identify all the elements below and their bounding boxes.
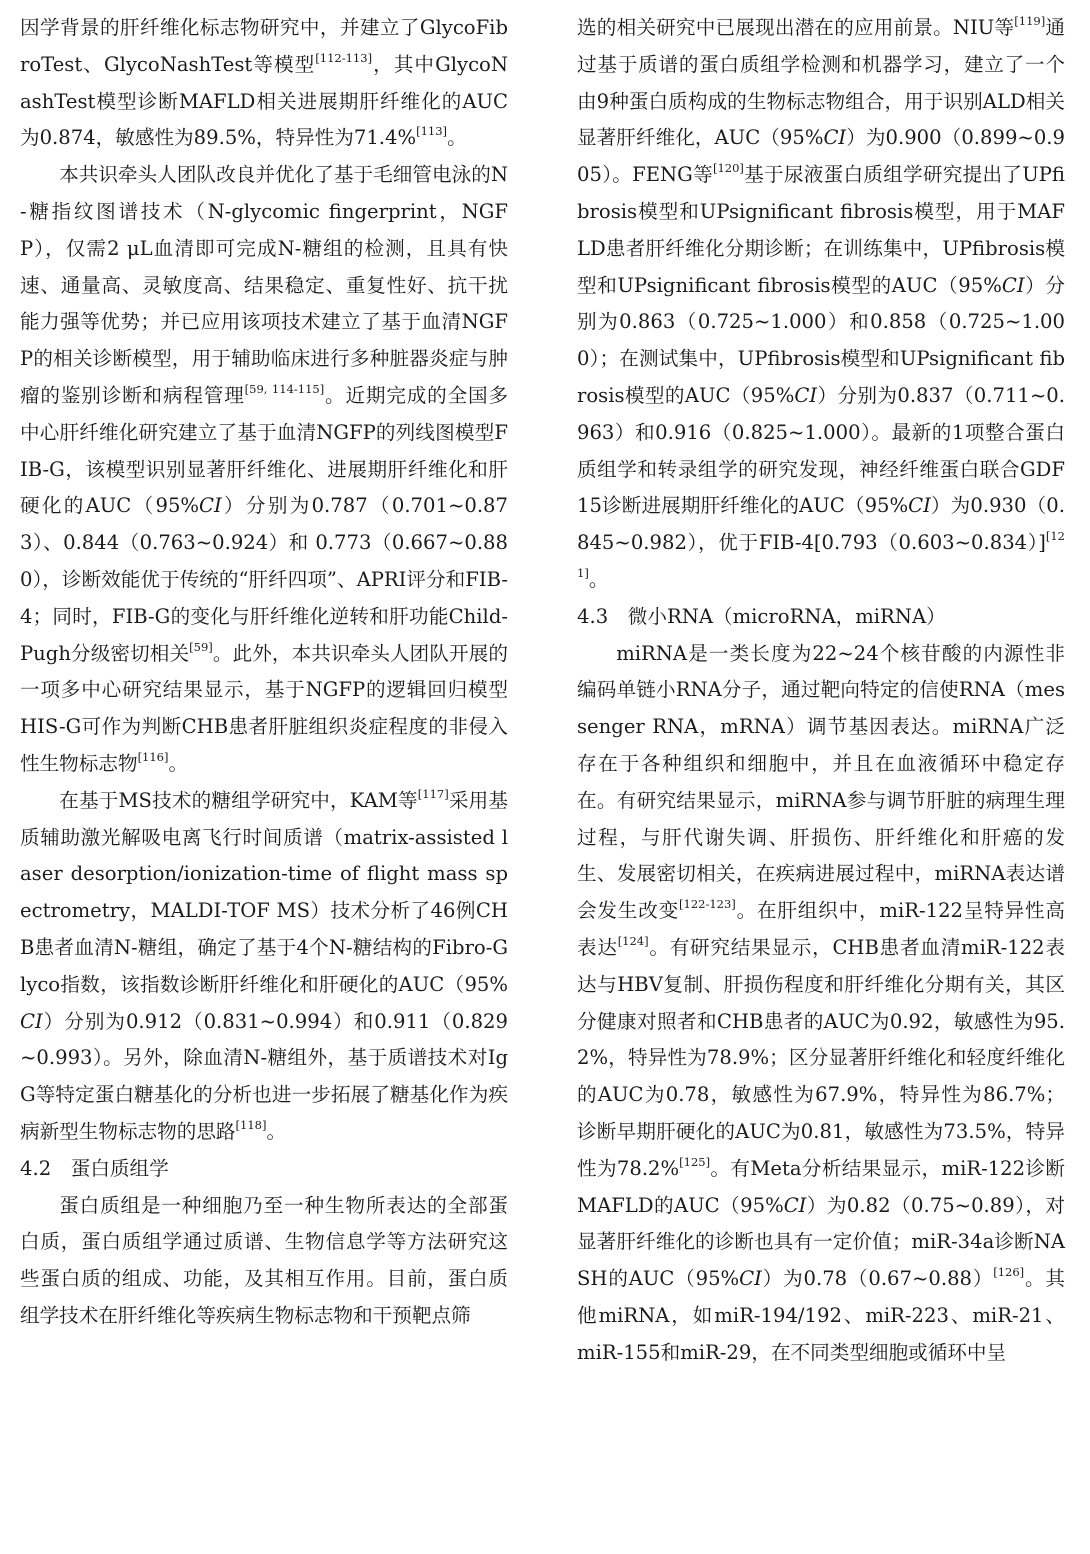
paragraph-glycomics-models: 因学背景的肝纤维化标志物研究中，并建立了GlycoFibroTest、GlycoNashTest等模型[112-113]，其中GlycoNashTest模型诊断MAFLD相关进展期肝纤维化的AUC为0.874，敏感性为89.5%，特异性为71.4%[113]。 [20, 16, 508, 150]
paragraph-ngfp-technique: 本共识牵头人团队改良并优化了基于毛细管电泳的N-糖指纹图谱技术（N-glycomic fingerprint，NGFP），仅需2 μL血清即可完成N-糖组的检测，且具有快速、通量高、灵敏度高、结果稳定、重复性好、抗干扰能力强等优势；并已应用该项技术建立了基于血清NGFP的相关诊断模型，用于辅助临床进行多种脏器炎症与肿瘤的鉴别诊断和病程管理[59, 114-115]。近期完成的全国多中心肝纤维化研究建立了基于血清NGFP的列线图模型FIB-G，该模型识别显著肝纤维化、进展期肝纤维化和肝硬化的AUC（95%CI）分别为0.787（0.701~0.873）、0.844（0.763~0.924）和 0.773（0.667~0.880），诊断效能优于传统的“肝纤四项”、APRI评分和FIB-4；同时，FIB-G的变化与肝纤维化逆转和肝功能Child-Pugh分级密切相关[59]。此外，本共识牵头人团队开展的一项多中心研究结果显示，基于NGFP的逻辑回归模型HIS-G可作为判断CHB患者肝脏组织炎症程度的非侵入性生物标志物[116]。 [20, 163, 509, 775]
section-heading-mirna: 4.3 微小RNA（microRNA，miRNA） [577, 604, 946, 628]
italic-ci: CI [20, 1009, 43, 1033]
citation-reference: [117] [417, 786, 449, 801]
italic-ci: CI [1001, 273, 1025, 297]
citation-reference: [125] [679, 1154, 711, 1169]
citation-reference: [121] [577, 529, 1065, 580]
citation-reference: [120] [712, 161, 744, 176]
citation-reference: [119] [1014, 14, 1046, 28]
section-heading-proteomics: 4.2 蛋白质组学 [20, 1156, 169, 1180]
citation-reference: [112-113] [315, 50, 373, 65]
italic-ci: CI [199, 494, 222, 518]
paragraph-ms-glycomics: 在基于MS技术的糖组学研究中，KAM等[117]采用基质辅助激光解吸电离飞行时间质谱（matrix-assisted laser desorption/ionization-time of flight mass spectrometry，MALDI-TOF MS）技术分析了46例CHB患者血清N-糖组，确定了基于4个N-糖结构的Fibro-Glyco指数，该指数诊断肝纤维化和肝硬化的AUC（95%CI）分别为0.912（0.831~0.994）和0.911（0.829~0.993）。另外，除血清N-糖组外，基于质谱技术对IgG等特定蛋白糖基化的分析也进一步拓展了糖基化作为疾病新型生物标志物的思路[118]。 [20, 786, 508, 1143]
citation-reference: [126] [993, 1265, 1025, 1280]
citation-reference: [116] [137, 749, 169, 764]
italic-ci: CI [739, 1267, 762, 1291]
paragraph-proteomics-studies: 选的相关研究中已展现出潜在的应用前景。NIU等[119]通过基于质谱的蛋白质组学检测和机器学习，建立了一个由9种蛋白质构成的生物标志物组合，用于识别ALD相关显著肝纤维化，AUC（95%CI）为0.900（0.899~0.905）。FENG等[120]基于尿液蛋白质组学研究提出了UPfibrosis模型和UPsignificant fibrosis模型，用于MAFLD患者肝纤维化分期诊断；在训练集中，UPfibrosis模型和UPsignificant fibrosis模型的AUC（95%CI）分别为0.863（0.725~1.000）和0.858（0.725~1.000）；在测试集中，UPfibrosis模型和UPsignificant fibrosis模型的AUC（95%CI）分别为0.837（0.711~0.963）和0.916（0.825~1.000）。最新的1项整合蛋白质组学和转录组学的研究发现，神经纤维蛋白联合GDF15诊断进展期肝纤维化的AUC（95%CI）为0.930（0.845~0.982），优于FIB-4[0.793（0.603~0.834）][121]。 [577, 14, 1066, 591]
italic-ci: CI [823, 126, 847, 150]
italic-ci: CI [908, 494, 931, 518]
left-column [20, 10, 508, 1335]
citation-reference: [118] [235, 1117, 267, 1132]
citation-reference: [113] [416, 124, 448, 139]
italic-ci: CI [783, 1193, 807, 1217]
paragraph-mirna: miRNA是一类长度为22~24个核苷酸的内源性非编码单链小RNA分子，通过靶向特定的信使RNA（messenger RNA，mRNA）调节基因表达。miRNA广泛存在于各种组织和细胞中，并且在血液循环中稳定存在。有研究结果显示，miRNA参与调节肝脏的病理生理过程，与肝代谢失调、肝损伤、肝纤维化和肝癌的发生、发展密切相关，在疾病进展过程中，miRNA表达谱会发生改变[122-123]。在肝组织中，miR-122呈特异性高表达[124]。有研究结果显示，CHB患者血清miR-122表达与HBV复制、肝损伤程度和肝纤维化分期有关，其区分健康对照者和CHB患者的AUC为0.92，敏感性为95.2%，特异性为78.9%；区分显著肝纤维化和轻度纤维化的AUC为0.78，敏感性为67.9%，特异性为86.7%；诊断早期肝硬化的AUC为0.81，敏感性为73.5%，特异性为78.2%[125]。有Meta分析结果显示，miR-122诊断MAFLD的AUC（95%CI）为0.82（0.75~0.89），对显著肝纤维化的诊断也具有一定价值；miR-34a诊断NASH的AUC（95%CI）为0.78（0.67~0.88）[126]。其他miRNA，如miR-194/192、miR-223、miR-21、miR-155和miR-29，在不同类型细胞或循环中呈 [577, 641, 1066, 1364]
citation-reference: [122-123] [679, 897, 736, 912]
citation-reference: [59, 114-115] [244, 381, 325, 396]
citation-reference: [124] [617, 933, 649, 948]
paragraph-proteomics-intro: 蛋白质组是一种细胞乃至一种生物所表达的全部蛋白质，蛋白质组学通过质谱、生物信息学等方法研究这些蛋白质的组成、功能，及其相互作用。目前，蛋白质组学技术在肝纤维化等疾病生物标志物和干预靶点筛 [20, 1193, 508, 1327]
citation-reference: [59] [189, 639, 213, 654]
right-column [577, 10, 1065, 1371]
italic-ci: CI [794, 383, 818, 407]
